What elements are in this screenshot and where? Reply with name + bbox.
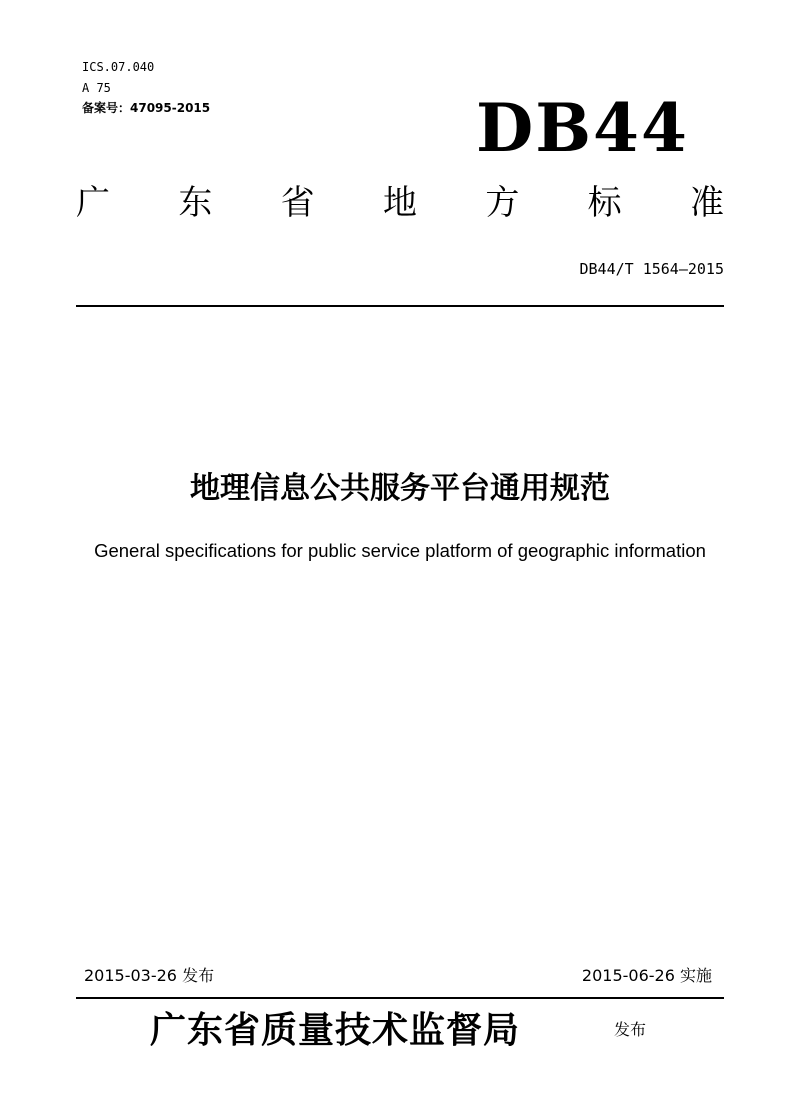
standard-type-char: 方 — [485, 183, 520, 223]
standard-type-char: 标 — [587, 183, 622, 223]
top-divider — [76, 305, 724, 307]
document-subtitle-english: General specifications for public service platform of geographic information — [94, 540, 706, 561]
registration-number: 备案号：47095-2015 — [82, 101, 211, 115]
issuing-authority: 广东省质量技术监督局 — [150, 1009, 521, 1051]
standard-type-char: 广 — [76, 183, 110, 223]
standard-type-char: 省 — [280, 183, 315, 223]
document-title: 地理信息公共服务平台通用规范 — [190, 471, 610, 506]
implement-date: 2015-06-26 实施 — [581, 966, 712, 985]
standard-type-char: 地 — [382, 183, 417, 223]
standard-type-title — [76, 180, 724, 226]
ics-code: ICS.07.040 — [82, 60, 155, 74]
issuing-authority-suffix: 发布 — [614, 1020, 647, 1039]
bottom-divider — [76, 997, 724, 999]
publish-date: 2015-03-26 发布 — [84, 966, 215, 985]
standard-code-logo: DB44 — [476, 89, 689, 167]
classification-code: A 75 — [82, 81, 111, 95]
standard-type-char: 准 — [689, 183, 724, 223]
standard-type-char: 东 — [178, 183, 213, 223]
standard-number: DB44/T 1564—2015 — [579, 260, 724, 278]
